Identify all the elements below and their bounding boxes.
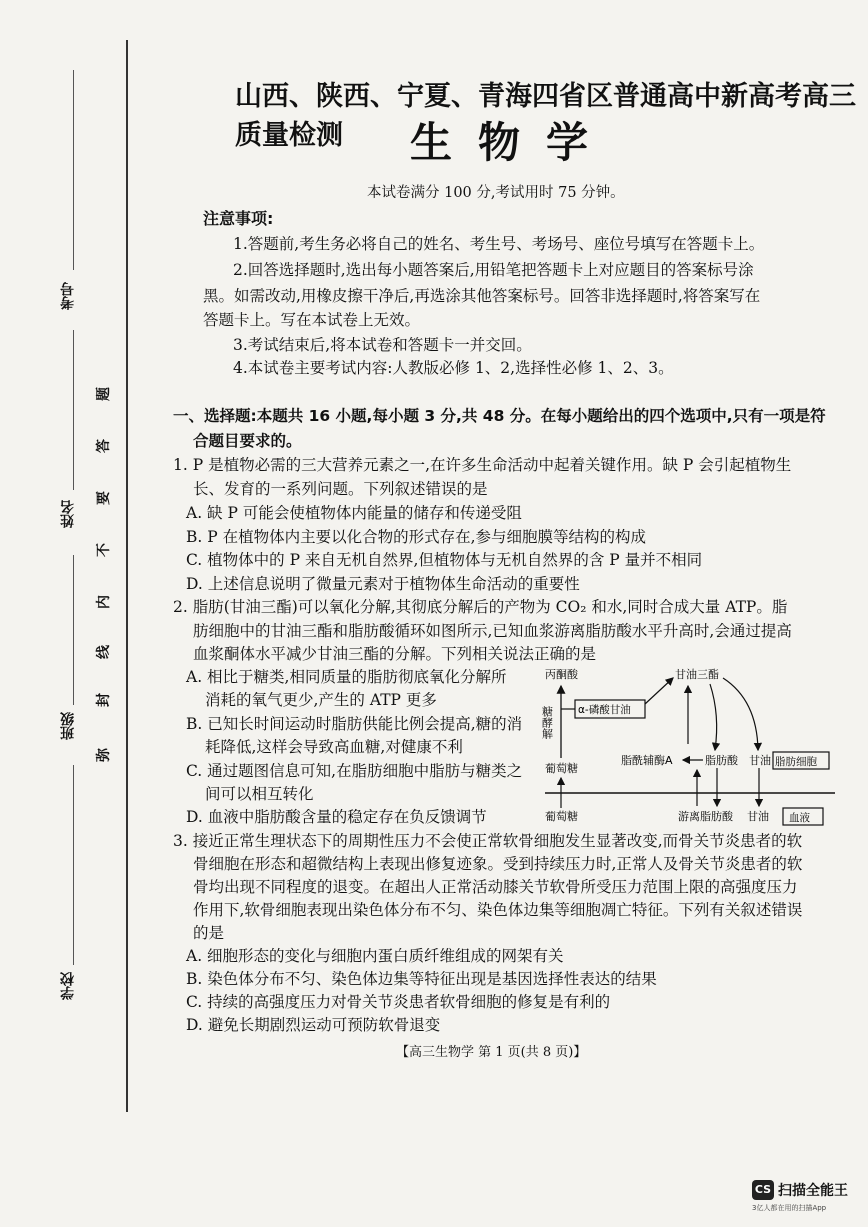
banji-label: 班级 <box>60 712 76 740</box>
notice-line: 3.考试结束后,将本试卷和答题卡一并交回。 <box>233 336 532 354</box>
page-footer: 【高三生物学 第 1 页(共 8 页)】 <box>396 1045 587 1060</box>
binding-line <box>126 40 128 1112</box>
seal-char: 内 <box>96 595 112 609</box>
q3-option-c: C. 持续的高强度压力对骨关节炎患者软骨细胞的修复是有利的 <box>186 993 611 1011</box>
blood-label: 血液 <box>789 812 810 824</box>
seal-char: 答 <box>96 439 112 453</box>
exam-title: 山西、陕西、宁夏、青海四省区普通高中新高考高三质量检测 <box>235 81 856 151</box>
cs-logo-icon: CS <box>752 1180 774 1200</box>
glycerol-label: 甘油 <box>749 754 771 767</box>
scanner-app-name: 扫描全能王 <box>778 1182 848 1199</box>
q3-stem: 骨细胞在形态和超微结构上表现出修复迹象。受到持续压力时,正常人及骨关节炎患者的软 <box>193 855 803 873</box>
notice-line: 黑。如需改动,用橡皮擦干净后,再选涂其他答案标号。回答非选择题时,将答案写在 <box>203 287 761 305</box>
q1-option-b: B. P 在植物体内主要以化合物的形式存在,参与细胞膜等结构的构成 <box>186 528 647 546</box>
q2-option-a: 消耗的氧气更少,产生的 ATP 更多 <box>205 691 437 709</box>
glycerol-blood-label: 甘油 <box>747 810 769 823</box>
section-heading: 一、选择题:本题共 16 小题,每小题 3 分,共 48 分。在每小题给出的四个选项中,只有一项是符 <box>173 407 826 425</box>
q3-option-d: D. 避免长期剧烈运动可预防软骨退变 <box>186 1016 441 1034</box>
q3-stem: 骨均出现不同程度的退变。在超出人正常活动膝关节软骨所受压力范围上限的高强度压力 <box>193 878 798 896</box>
q3-stem: 的是 <box>193 924 225 942</box>
q2-option-d: D. 血液中脂肪酸含量的稳定存在负反馈调节 <box>186 808 487 826</box>
q1-option-d: D. 上述信息说明了微量元素对于植物体生命活动的重要性 <box>186 575 580 593</box>
fatty-acid-label: 脂肪酸 <box>705 754 738 767</box>
q3-option-a: A. 细胞形态的变化与细胞内蛋白质纤维组成的网架有关 <box>186 947 564 965</box>
q3-option-b: B. 染色体分布不匀、染色体边集等特征出现是基因选择性表达的结果 <box>186 970 657 988</box>
q2-stem: 肪细胞中的甘油三酯和脂肪酸循环如图所示,已知血浆游离脂肪酸水平升高时,会通过提高 <box>193 622 792 640</box>
q2-option-a: A. 相比于糖类,相同质量的脂肪彻底氧化分解所 <box>186 668 507 686</box>
adipocyte-label: 脂肪细胞 <box>775 756 817 768</box>
acyl-coa-label: 脂酰辅酶A <box>621 754 673 767</box>
scanner-watermark <box>752 1179 848 1200</box>
q2-stem: 2. 脂肪(甘油三酯)可以氧化分解,其彻底分解后的产物为 CO₂ 和水,同时合成大量 ATP。脂 <box>173 598 788 616</box>
xuexiao-blank <box>73 765 74 965</box>
q3-stem: 3. 接近正常生理状态下的周期性压力不会使正常软骨细胞发生显著改变,而骨关节炎患者的软 <box>173 832 803 850</box>
glucose-cell-label: 葡萄糖 <box>545 762 578 775</box>
glycolysis-label: 糖酵解 <box>540 706 554 739</box>
scanner-tagline: 3亿人都在用的扫描App <box>752 1204 827 1212</box>
notice-heading: 注意事项: <box>203 209 274 228</box>
q1-option-a: A. 缺 P 可能会使植物体内能量的储存和传递受阻 <box>186 504 522 522</box>
notice-line: 答题卡上。写在本试卷上无效。 <box>203 311 421 329</box>
tg-label: 甘油三酯 <box>675 668 719 681</box>
pyruvate-label: 丙酮酸 <box>545 668 578 681</box>
xuexiao-label: 学校 <box>60 972 76 1000</box>
q1-stem: 1. P 是植物必需的三大营养元素之一,在许多生命活动中起着关键作用。缺 P 会引起植物生 <box>173 456 792 474</box>
notice-line: 1.答题前,考生务必将自己的姓名、考生号、考场号、座位号填写在答题卡上。 <box>233 235 765 253</box>
tg-to-fa-arrow <box>710 684 717 750</box>
banji-blank <box>73 555 74 705</box>
xingming-blank <box>73 330 74 490</box>
kaohao-label: 考号 <box>60 282 76 310</box>
q2-option-b: 耗降低,这样会导致高血糖,对健康不利 <box>205 738 463 756</box>
seal-char: 弥 <box>96 748 112 762</box>
q1-stem: 长、发育的一系列问题。下列叙述错误的是 <box>193 480 488 498</box>
gp-to-tg-arrow <box>645 678 673 704</box>
alpha-gp-label: α-磷酸甘油 <box>578 704 631 716</box>
q2-stem: 血浆酮体水平减少甘油三酯的分解。下列相关说法正确的是 <box>193 645 597 663</box>
notice-line: 2.回答选择题时,选出每小题答案后,用铅笔把答题卡上对应题目的答案标号涂 <box>233 261 754 279</box>
q2-option-c: C. 通过题图信息可知,在脂肪细胞中脂肪与糖类之 <box>186 762 523 780</box>
glucose-blood-label: 葡萄糖 <box>545 810 578 823</box>
fat-cycle-diagram <box>540 660 835 825</box>
section-heading: 合题目要求的。 <box>193 432 302 450</box>
seal-char: 线 <box>96 645 112 659</box>
seal-char: 封 <box>96 693 112 707</box>
seal-char: 题 <box>96 387 112 401</box>
tg-to-glycerol-arrow <box>723 678 758 750</box>
q1-option-c: C. 植物体中的 P 来自无机自然界,但植物体与无机自然界的含 P 量并不相同 <box>186 551 703 569</box>
exam-info: 本试卷满分 100 分,考试用时 75 分钟。 <box>367 185 625 201</box>
subject-title: 生物学 <box>410 118 615 167</box>
free-fa-label: 游离脂肪酸 <box>678 810 733 823</box>
xingming-label: 姓名 <box>60 500 76 528</box>
q2-option-c: 间可以相互转化 <box>205 785 314 803</box>
seal-char: 不 <box>96 543 112 557</box>
q2-option-b: B. 已知长时间运动时脂肪供能比例会提高,糖的消 <box>186 715 523 733</box>
kaohao-blank <box>73 70 74 270</box>
notice-line: 4.本试卷主要考试内容:人教版必修 1、2,选择性必修 1、2、3。 <box>233 359 674 377</box>
q3-stem: 作用下,软骨细胞表现出染色体分布不匀、染色体边集等细胞凋亡特征。下列有关叙述错误 <box>193 901 803 919</box>
seal-char: 要 <box>96 491 112 505</box>
